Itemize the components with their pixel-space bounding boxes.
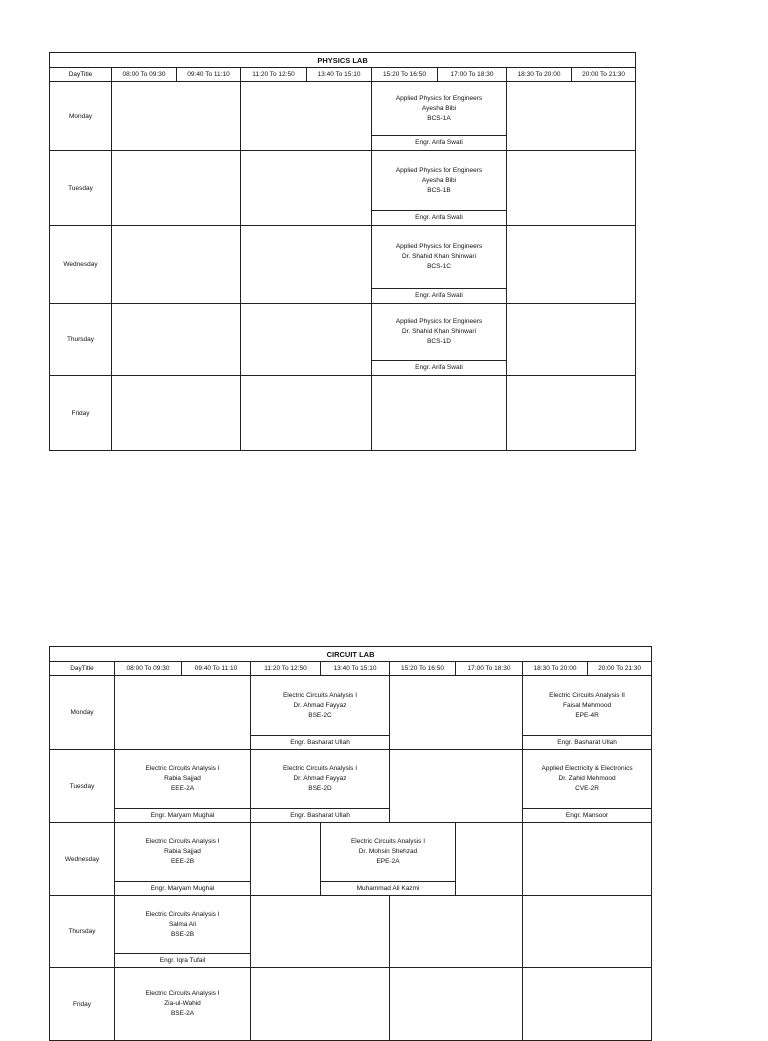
empty-slot [112,151,241,226]
column-header: 08:00 To 09:30 [112,68,177,82]
empty-slot [372,376,507,451]
empty-slot [523,823,652,896]
class-slot [523,676,652,750]
empty-slot [507,226,636,304]
column-header: 15:20 To 16:50 [372,68,438,82]
teacher-name: Zia-ul-Wahid [164,1000,201,1007]
empty-slot [241,82,372,151]
lab-engineer: Engr. Arifa Swati [372,210,506,225]
empty-slot [507,304,636,376]
column-header: 11:20 To 12:50 [241,68,307,82]
lab-engineer: Muhammad Ali Kazmi [321,881,455,895]
day-label: Friday [50,968,115,1041]
empty-slot [251,896,390,968]
title-row [50,647,652,662]
section-code: BCS-1A [427,114,451,122]
class-slot [372,304,507,376]
class-cell [251,676,389,749]
header-row [50,68,636,82]
circuit-lab-timetable [49,646,652,1041]
table-row [50,968,652,1041]
table-row [50,676,652,750]
section-code: EEE-2B [170,858,195,865]
empty-slot [507,82,636,151]
table-row [50,823,652,896]
course-name: Electric Circuits Analysis II [549,691,625,699]
class-cell [115,823,250,895]
course-name: Electric Circuits Analysis I [282,765,358,772]
course-name: Electric Circuits Analysis I [350,838,426,845]
teacher-name: Ayesha Bibi [421,104,457,112]
table-row [50,750,652,823]
empty-slot [112,82,241,151]
empty-slot [241,304,372,376]
course-name: Applied Electricity & Electronics [541,765,633,772]
class-cell [321,823,455,895]
class-slot [115,968,251,1041]
class-info [372,304,506,360]
day-label: Monday [50,676,115,750]
section-code: BSE-2B [170,930,195,938]
lab-engineer: Engr. Basharat Ullah [251,735,389,749]
course-name: Electric Circuits Analysis I [145,990,220,997]
class-slot [251,750,390,823]
course-name: Applied Physics for Engineers [395,94,483,102]
table-row [50,376,636,451]
section-code: EEE-2A [170,785,195,792]
class-cell [115,968,250,1040]
section-code: BCS-1C [427,263,451,270]
section-code: BCS-1D [427,338,451,345]
teacher-name: Dr. Mohsin Shehzad [358,848,418,855]
section-code: EPE-4R [575,711,599,719]
lab-engineer: Engr. Maryam Mughal [115,808,250,822]
lab-engineer: Engr. Maryam Mughal [115,881,250,895]
course-name: Applied Physics for Engineers [395,243,483,250]
table-row [50,896,652,968]
column-header: DayTitle [50,68,112,82]
teacher-name: Rabia Sajjad [164,848,201,855]
empty-slot [251,823,321,896]
empty-slot [507,151,636,226]
class-slot [523,750,652,823]
column-header: 13:40 To 15:10 [321,662,390,676]
class-info [523,676,651,735]
class-cell [523,676,651,749]
class-cell [372,151,506,225]
table-title: CIRCUIT LAB [50,647,652,662]
class-cell [251,750,389,822]
teacher-name: Dr. Ahmad Fayyaz [293,775,347,782]
course-name: Applied Physics for Engineers [395,166,483,174]
column-header: 09:40 To 11:10 [177,68,241,82]
empty-slot [390,896,523,968]
teacher-name: Dr. Shahid Khan Shinwari [401,253,477,260]
empty-slot [115,676,251,750]
column-header: 18:30 To 20:00 [523,662,588,676]
teacher-name: Dr. Shahid Khan Shinwari [401,328,477,335]
table-row [50,226,636,304]
section-code: BCS-1B [427,186,451,194]
table-row [50,304,636,376]
empty-slot [523,968,652,1041]
day-label: Friday [50,376,112,451]
header-row [50,662,652,676]
teacher-name: Rabia Sajjad [164,775,201,782]
class-cell [372,226,506,303]
class-slot [372,226,507,304]
class-info [115,750,250,808]
column-header: 17:00 To 18:30 [438,68,507,82]
lab-engineer: Engr. Iqra Tufail [115,953,250,967]
day-label: Thursday [50,304,112,376]
day-label: Thursday [50,896,115,968]
empty-slot [523,896,652,968]
teacher-name: Faisal Mehmood [563,701,612,709]
empty-slot [112,226,241,304]
title-row [50,53,636,68]
class-slot [372,151,507,226]
class-slot [372,82,507,151]
course-name: Applied Physics for Engineers [395,318,483,325]
column-header: DayTitle [50,662,115,676]
lab-engineer: Engr. Arifa Swati [372,135,506,150]
class-cell [523,750,651,822]
class-slot [115,896,251,968]
column-header: 20:00 To 21:30 [588,662,652,676]
class-cell [372,82,506,150]
course-name: Electric Circuits Analysis I [145,765,220,772]
class-info [251,750,389,808]
column-header: 20:00 To 21:30 [572,68,636,82]
empty-slot [241,376,372,451]
class-slot [115,750,251,823]
day-label: Tuesday [50,151,112,226]
section-code: CVE-2R [575,785,599,792]
course-name: Electric Circuits Analysis I [282,691,358,699]
teacher-name: Dr. Zahid Mehmood [558,775,616,782]
class-info [115,823,250,881]
class-slot [321,823,456,896]
table-row [50,151,636,226]
class-slot [251,676,390,750]
column-header: 13:40 To 15:10 [307,68,372,82]
empty-slot [112,376,241,451]
lab-engineer: Engr. Basharat Ullah [251,808,389,822]
class-cell [115,896,250,967]
class-info [115,968,250,1040]
course-name: Electric Circuits Analysis I [145,910,220,918]
column-header: 17:00 To 18:30 [456,662,523,676]
empty-slot [390,968,523,1041]
teacher-name: Ayesha Bibi [421,176,457,184]
column-header: 08:00 To 09:30 [115,662,182,676]
column-header: 09:40 To 11:10 [182,662,251,676]
day-label: Wednesday [50,226,112,304]
class-info [523,750,651,808]
class-info [115,896,250,953]
lab-engineer: Engr. Mansoor [523,808,651,822]
course-name: Electric Circuits Analysis I [145,838,220,845]
empty-slot [241,151,372,226]
class-info [372,226,506,288]
teacher-name: Dr. Ahmad Fayyaz [293,701,347,709]
teacher-name: Salma Ali [168,920,197,928]
section-code: BSE-2D [308,785,332,792]
day-label: Tuesday [50,750,115,823]
day-label: Wednesday [50,823,115,896]
class-info [321,823,455,881]
class-cell [115,750,250,822]
empty-slot [507,376,636,451]
empty-slot [456,823,523,896]
section-code: BSE-2C [308,711,332,719]
table-row [50,82,636,151]
day-label: Monday [50,82,112,151]
lab-engineer: Engr. Basharat Ullah [523,735,651,749]
empty-slot [251,968,390,1041]
empty-slot [112,304,241,376]
class-info [372,82,506,135]
lab-engineer: Engr. Arifa Swati [372,288,506,303]
section-code: EPE-2A [376,858,400,865]
column-header: 15:20 To 16:50 [390,662,456,676]
empty-slot [390,676,523,750]
class-cell [372,304,506,375]
empty-slot [390,750,523,823]
table-title: PHYSICS LAB [50,53,636,68]
lab-engineer: Engr. Arifa Swati [372,360,506,375]
empty-slot [241,226,372,304]
physics-lab-timetable [49,52,636,451]
class-info [251,676,389,735]
class-info [372,151,506,210]
section-code: BSE-2A [170,1010,195,1017]
column-header: 18:30 To 20:00 [507,68,572,82]
column-header: 11:20 To 12:50 [251,662,321,676]
class-slot [115,823,251,896]
